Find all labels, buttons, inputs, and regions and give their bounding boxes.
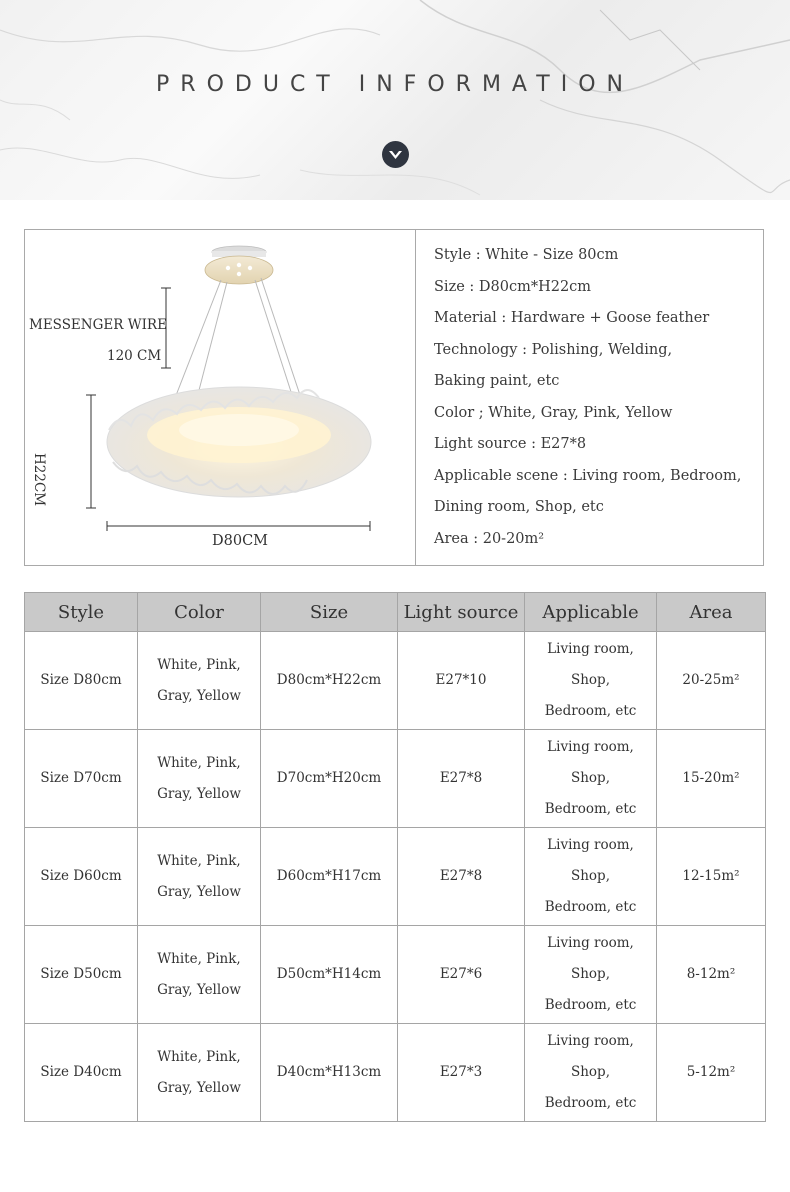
table-row: [25, 632, 766, 730]
spec-applicable-scene-cont: Dining room, Shop, etc: [434, 499, 604, 515]
header-light-source: Light source: [398, 593, 525, 632]
feather-lamp-body: [107, 387, 371, 497]
cell-applicable-line2: Bedroom, etc: [544, 801, 637, 817]
table-row: [25, 730, 766, 828]
cell-applicable-line1: Living room, Shop,: [547, 739, 634, 786]
chandelier-diagram: [25, 230, 414, 565]
cell-light: E27*8: [398, 730, 525, 828]
cell-applicable: [525, 1024, 657, 1122]
messenger-wire-label: MESSENGER WIRE: [29, 317, 167, 333]
cell-color-line1: White, Pink,: [157, 852, 241, 869]
cell-color: [138, 926, 261, 1024]
spec-light-source: Light source : E27*8: [434, 436, 587, 452]
cell-applicable-line2: Bedroom, etc: [544, 703, 637, 719]
cell-style: Size D40cm: [25, 1024, 138, 1122]
spec-size: Size : D80cm*H22cm: [434, 278, 592, 295]
cell-size: D50cm*H14cm: [261, 926, 398, 1024]
cell-size: D80cm*H22cm: [261, 632, 398, 730]
spec-technology: Technology : Polishing, Welding,: [434, 341, 673, 358]
spec-technology-cont: Baking paint, etc: [434, 373, 560, 389]
cell-color-line1: White, Pink,: [157, 1048, 241, 1065]
height-label: H22CM: [31, 453, 47, 507]
cell-color-line1: White, Pink,: [157, 754, 241, 771]
cell-color-line2: Gray, Yellow: [157, 785, 241, 802]
header-style: Style: [25, 593, 138, 632]
cell-style: Size D80cm: [25, 632, 138, 730]
cell-light: E27*10: [398, 632, 525, 730]
cell-color-line1: White, Pink,: [157, 656, 241, 673]
cable-length-label: 120 CM: [107, 348, 162, 364]
spec-material: Material : Hardware + Goose feather: [434, 310, 710, 326]
header-applicable: Applicable: [525, 593, 657, 632]
spec-applicable-scene: Applicable scene : Living room, Bedroom,: [434, 467, 742, 484]
cell-area: 12-15m²: [657, 828, 766, 926]
size-table: [24, 592, 766, 1122]
info-divider: [415, 229, 416, 566]
cell-applicable: [525, 828, 657, 926]
cell-area: 8-12m²: [657, 926, 766, 1024]
cell-applicable-line2: Bedroom, etc: [544, 1095, 637, 1111]
cell-color-line2: Gray, Yellow: [157, 981, 241, 998]
suspension-wires: [175, 278, 301, 398]
table-row: [25, 926, 766, 1024]
diameter-label: D80CM: [212, 533, 269, 549]
cell-color: [138, 1024, 261, 1122]
cell-applicable-line1: Living room, Shop,: [547, 935, 634, 982]
header-banner: [0, 0, 790, 200]
cell-style: Size D50cm: [25, 926, 138, 1024]
cell-color: [138, 828, 261, 926]
cell-applicable-line2: Bedroom, etc: [544, 899, 637, 915]
marble-texture: [0, 0, 790, 200]
cell-area: 5-12m²: [657, 1024, 766, 1122]
cell-style: Size D70cm: [25, 730, 138, 828]
cell-light: E27*6: [398, 926, 525, 1024]
header-area: Area: [657, 593, 766, 632]
cell-light: E27*3: [398, 1024, 525, 1122]
header-size: Size: [261, 593, 398, 632]
cell-color-line2: Gray, Yellow: [157, 883, 241, 900]
cell-size: D40cm*H13cm: [261, 1024, 398, 1122]
cell-size: D70cm*H20cm: [261, 730, 398, 828]
table-header-row: [25, 593, 766, 632]
ceiling-canopy: [205, 246, 273, 284]
table-row: [25, 1024, 766, 1122]
cell-style: Size D60cm: [25, 828, 138, 926]
spec-style: Style : White - Size 80cm: [434, 247, 619, 263]
cell-applicable-line1: Living room, Shop,: [547, 837, 634, 884]
cell-area: 20-25m²: [657, 632, 766, 730]
page-title: PRODUCT INFORMATION: [156, 72, 634, 97]
cell-applicable: [525, 632, 657, 730]
cell-area: 15-20m²: [657, 730, 766, 828]
chevron-down-icon[interactable]: [382, 141, 409, 168]
cell-applicable-line1: Living room, Shop,: [547, 641, 634, 688]
cell-color: [138, 730, 261, 828]
spec-color: Color ; White, Gray, Pink, Yellow: [434, 404, 673, 421]
cell-applicable-line2: Bedroom, etc: [544, 997, 637, 1013]
header-color: Color: [138, 593, 261, 632]
table-row: [25, 828, 766, 926]
spec-area: Area : 20-20m²: [434, 530, 545, 547]
cell-size: D60cm*H17cm: [261, 828, 398, 926]
cell-applicable: [525, 926, 657, 1024]
cell-color-line2: Gray, Yellow: [157, 1079, 241, 1096]
cell-applicable-line1: Living room, Shop,: [547, 1033, 634, 1080]
cell-applicable: [525, 730, 657, 828]
cell-color: [138, 632, 261, 730]
cell-color-line2: Gray, Yellow: [157, 687, 241, 704]
cell-light: E27*8: [398, 828, 525, 926]
cell-color-line1: White, Pink,: [157, 950, 241, 967]
spec-list: [434, 240, 759, 555]
